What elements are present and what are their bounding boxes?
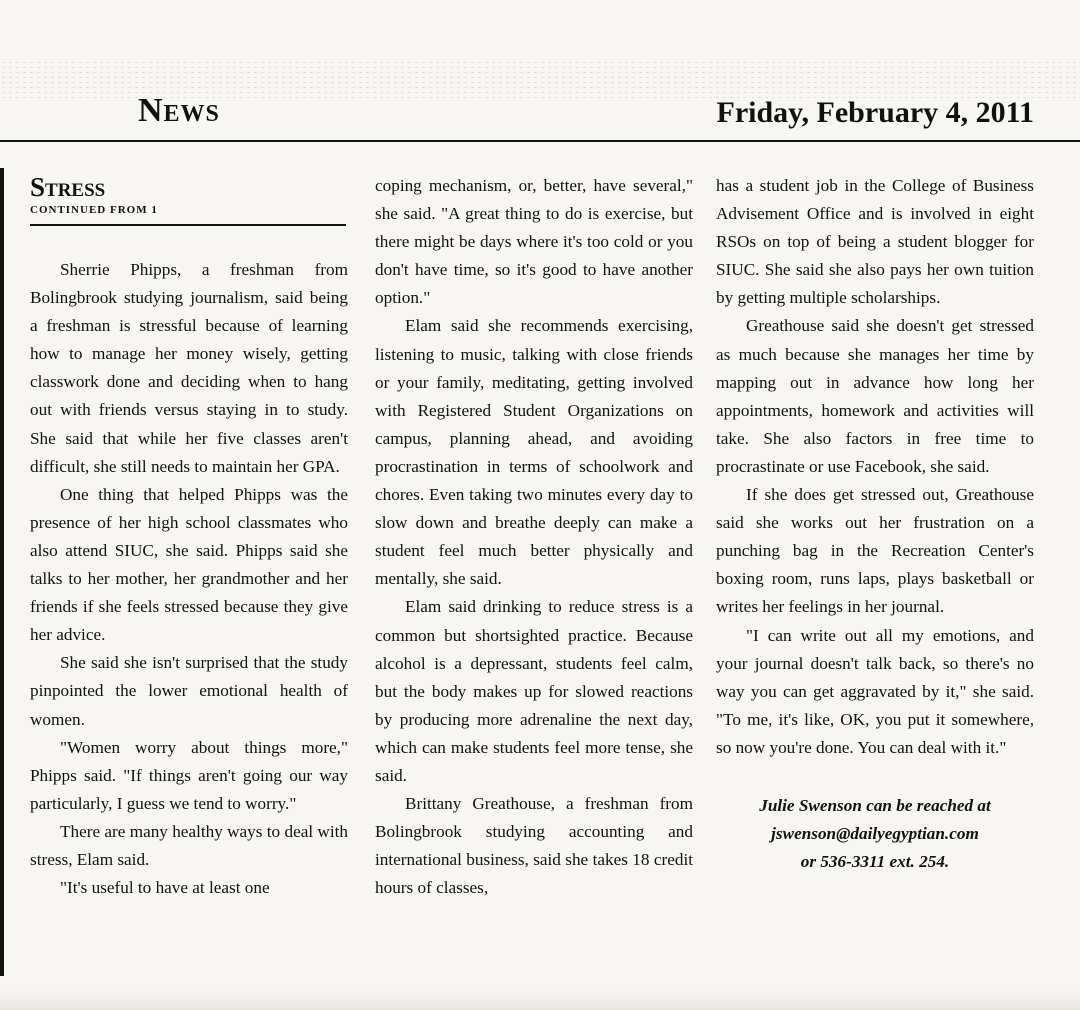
article-column-3 <box>716 172 1034 992</box>
continued-label: CONTINUED FROM 1 <box>30 204 158 216</box>
paragraph: If she does get stressed out, Greathouse said she works out her frustration on a punching bag in the Recreation Center's boxing room, runs laps, plays basketball or writes her feelings in her journal. <box>716 485 1034 617</box>
section-label: News <box>138 92 220 129</box>
author-phone: or 536-3311 ext. 254. <box>800 851 950 871</box>
header-rule <box>0 140 1080 142</box>
paragraph: "Women worry about things more," Phipps said. "If things aren't going our way particularly, I guess we tend to worry." <box>30 737 348 813</box>
dateline: Friday, February 4, 2011 <box>716 96 1034 129</box>
bottom-edge <box>0 990 1080 1010</box>
paragraph: Sherrie Phipps, a freshman from Bolingbrook studying journalism, said being a freshman is stressful because of learning how to manage her money wisely, getting classwork done and deciding when to hang out with friends versus staying in to study. She said that while her five classes aren't difficult, she still needs to maintain her GPA. <box>30 260 348 476</box>
paragraph: Elam said she recommends exercising, listening to music, talking with close friends or your family, meditating, getting involved with Registered Student Organizations on campus, planning ahead, and avoiding procrastination in terms of schoolwork and chores. Even taking two minutes every day to slow down and breathe deeply can make a student feel much better physically and mentally, she said. <box>375 316 693 589</box>
headline-rule <box>30 224 346 226</box>
article-column-1 <box>30 172 348 992</box>
author-email: jswenson@dailyegyptian.com <box>771 823 979 843</box>
author-signature <box>716 792 1034 876</box>
article-column-2 <box>375 172 693 992</box>
article-headline: Stress <box>30 172 106 202</box>
paragraph: Brittany Greathouse, a freshman from Bolingbrook studying accounting and international business, said she takes 18 credit hours of classes, <box>375 794 693 898</box>
paragraph: Greathouse said she doesn't get stressed as much because she manages her time by mapping out in advance how long her appointments, homework and activities will take. She also factors in free time to procrastinate or use Facebook, she said. <box>716 316 1034 476</box>
paragraph: "It's useful to have at least one <box>60 878 270 898</box>
signature-line: Julie Swenson can be reached at <box>759 795 991 815</box>
paragraph: One thing that helped Phipps was the presence of her high school classmates who also attend SIUC, she said. Phipps said she talks to her mother, her grandmother and her friends if she feels stressed because they give her advice. <box>30 484 348 645</box>
paragraph: "I can write out all my emotions, and your journal doesn't talk back, so there's no way you can get aggravated by it," she said. "To me, it's like, OK, you put it somewhere, so now you're done. You can deal with it." <box>716 625 1034 757</box>
paragraph: There are many healthy ways to deal with stress, Elam said. <box>30 821 348 869</box>
paragraph-continued: coping mechanism, or, better, have several," she said. "A great thing to do is exercise, but there might be days where it's too cold or you don't have time, so it's good to have another option." <box>375 176 693 308</box>
paragraph-continued: has a student job in the College of Business Advisement Office and is involved in eight RSOs on top of being a student blogger for SIUC. She said she also pays her own tuition by getting multiple scholarships. <box>716 176 1034 308</box>
paragraph: She said she isn't surprised that the study pinpointed the lower emotional health of women. <box>30 653 348 729</box>
left-margin-rule <box>0 168 4 976</box>
paragraph: Elam said drinking to reduce stress is a common but shortsighted practice. Because alcohol is a depressant, students feel calm, but the body makes up for slowed reactions by producing more adrenaline the next day, which can make students feel more tense, she said. <box>375 597 693 785</box>
